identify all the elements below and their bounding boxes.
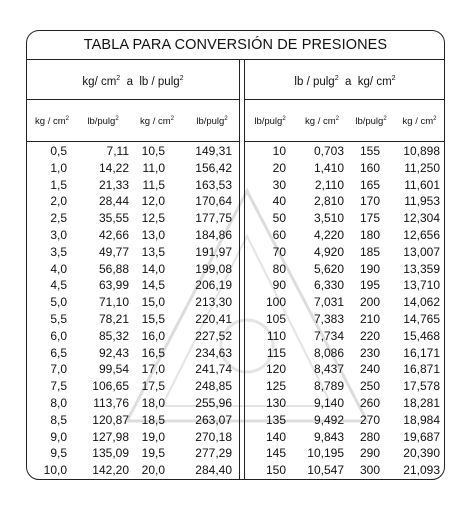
table-cell: 17,0 [141,362,165,377]
table-cell: 13,5 [141,244,165,259]
table-cell: 11,5 [142,177,165,192]
table-cell: 14,5 [141,278,165,293]
table-cell: 12,656 [403,228,440,242]
table-cell: 92,43 [98,345,129,360]
table-cell: 277,29 [195,446,232,461]
table-cell: 71,10 [98,295,129,310]
table-cell: 115 [266,345,286,360]
table-cell: 185 [359,244,380,259]
table-cell: 19,5 [141,446,165,461]
table-cell: 213,30 [195,295,232,310]
table-cell: 106,65 [92,379,129,394]
table-cell: 7,031 [313,295,344,310]
table-cell: 20 [272,160,286,175]
table-cell: 14,22 [98,160,129,175]
table-cell: 12,0 [141,194,165,209]
table-cell: 1,410 [313,160,344,175]
table-cell: 163,53 [195,177,232,192]
table-cell: 270,18 [195,429,232,444]
table-cell: 85,32 [98,328,129,343]
table-cell: 270 [359,412,380,427]
table-cell: 140 [265,429,286,444]
table-cell: 13,007 [403,244,440,259]
table-cell: 9,492 [313,412,344,427]
table-cell: 15,5 [141,312,165,326]
table-cell: 149,31 [195,144,232,158]
table-cell: 170 [359,194,380,209]
table-cell: 80 [272,261,286,276]
table-cell: 7,0 [50,362,67,377]
table-cell: 11,953 [404,194,440,209]
table-cell: 4,920 [313,244,344,259]
table-cell: 135,09 [92,446,129,461]
table-cell: 255,96 [195,396,232,410]
table-cell: 127,98 [92,429,129,444]
table-cell: 227,52 [195,328,232,343]
column-header: kg / $cm^2$ [305,116,339,128]
table-cell: 1,0 [50,160,67,175]
table-cell: 2,810 [313,194,344,209]
table-cell: 8,437 [313,362,344,377]
table-title: TABLA PARA CONVERSIÓN DE PRESIONES [27,31,444,60]
table-cell: 4,220 [313,228,344,242]
column-header: lb/pulg$^2$ [196,116,228,128]
table-cell: 7,383 [313,312,344,326]
table-cell: 42,66 [98,228,129,242]
table-cell: 90 [272,278,286,293]
table-cell: 142,20 [92,463,129,478]
table-cell: 248,85 [195,379,232,394]
table-cell: 3,510 [313,211,344,226]
table-cell: 12,5 [141,211,165,226]
table-cell: 10,0 [43,463,67,478]
table-cell: 17,5 [141,379,165,394]
table-cell: 70 [272,244,286,259]
table-cell: 18,281 [403,396,440,410]
table-cell: 8,0 [50,396,67,410]
table-cell: 16,171 [403,345,440,360]
table-cell: 150 [265,463,286,478]
column-header: kg / $cm^2$ [35,116,69,128]
table-cell: 15,468 [403,328,440,343]
table-cell: 12,304 [403,211,440,226]
table-cell: 11,0 [142,160,165,175]
table-cell: 16,0 [141,328,165,343]
table-cell: 7,11 [106,144,129,158]
header-rule-right [245,141,445,142]
table-cell: 0,5 [50,144,67,158]
table-cell: 63,99 [98,278,129,293]
table-cell: 14,0 [141,261,165,276]
table-cell: 260 [359,396,380,410]
table-cell: 9,843 [313,429,344,444]
table-cell: 18,5 [141,412,165,427]
table-cell: 145 [265,446,286,461]
table-cell: 11,601 [404,177,440,192]
table-cell: 21,093 [403,463,440,478]
table-cell: 8,086 [313,345,344,360]
table-cell: 6,330 [313,278,344,293]
table-cell: 284,40 [195,463,232,478]
table-cell: 19,687 [403,429,440,444]
table-cell: 16,871 [403,362,440,377]
table-cell: 210 [359,312,380,326]
table-cell: 263,07 [195,412,232,427]
table-cell: 8,5 [50,412,67,427]
right-heading: lb / pulg$^2$ a kg/ $cm^2$ [294,75,396,88]
table-cell: 9,140 [313,396,344,410]
table-cell: 160 [359,160,380,175]
table-cell: 220,41 [195,312,232,326]
table-cell: 190 [359,261,380,276]
table-cell: 230 [359,345,380,360]
table-cell: 14,062 [403,295,440,310]
table-cell: 10,195 [307,446,344,461]
table-cell: 241,74 [195,362,232,377]
table-cell: 130 [265,396,286,410]
table-cell: 180 [359,228,380,242]
table-cell: 177,75 [195,211,232,226]
table-cell: 300 [359,463,380,478]
column-header: lb/pulg$^2$ [87,116,119,128]
header-rule-left [27,141,239,142]
table-cell: 184,86 [195,228,232,242]
table-cell: 9,0 [50,429,67,444]
table-cell: 125 [265,379,286,394]
table-cell: 10,898 [403,144,440,158]
left-heading: kg/ $cm^2$ a lb / pulg$^2$ [82,75,184,88]
table-cell: 21,33 [98,177,129,192]
table-cell: 110 [266,328,286,343]
column-header: kg / $cm^2$ [402,116,437,128]
table-cell: 280 [359,429,380,444]
table-cell: 16,5 [141,345,165,360]
table-cell: 165 [359,177,380,192]
table-cell: 35,55 [98,211,129,226]
table-cell: 2,110 [314,177,344,192]
heading-rule-right [245,99,445,100]
table-cell: 6,0 [50,328,67,343]
conversion-table [26,30,445,480]
table-cell: 290 [359,446,380,461]
table-cell: 50 [272,211,286,226]
table-cell: 199,08 [195,261,232,276]
table-cell: 170,64 [195,194,232,209]
table-cell: 11,250 [404,160,440,175]
table-cell: 191,97 [195,244,232,259]
table-cell: 15,0 [141,295,165,310]
table-cell: 20,0 [141,463,165,478]
table-cell: 5,5 [50,312,67,326]
table-cell: 14,765 [403,312,440,326]
table-cell: 49,77 [98,244,129,259]
table-cell: 10,547 [307,463,344,478]
table-cell: 206,19 [195,278,232,293]
table-cell: 40 [272,194,286,209]
table-cell: 99,54 [98,362,129,377]
table-cell: 9,5 [50,446,67,461]
table-cell: 105 [265,312,286,326]
table-cell: 155 [359,144,380,158]
table-cell: 234,63 [195,345,232,360]
table-cell: 4,5 [50,278,67,293]
table-cell: 120,87 [92,412,129,427]
heading-rule-left [27,99,239,100]
table-cell: 19,0 [141,429,165,444]
table-cell: 30 [272,177,286,192]
table-cell: 13,359 [403,261,440,276]
table-cell: 17,578 [403,379,440,394]
table-cell: 113,76 [93,396,129,410]
table-cell: 78,21 [98,312,129,326]
table-cell: 6,5 [50,345,67,360]
table-cell: 250 [359,379,380,394]
table-cell: 0,703 [313,144,344,158]
table-cell: 10 [272,144,286,158]
table-cell: 7,5 [50,379,67,394]
table-cell: 2,0 [50,194,67,209]
table-cell: 5,0 [50,295,67,310]
table-cell: 13,710 [403,278,440,293]
table-cell: 100 [265,295,286,310]
table-cell: 5,620 [313,261,344,276]
table-cell: 8,789 [313,379,344,394]
table-cell: 135 [265,412,286,427]
table-cell: 200 [359,295,380,310]
table-cell: 28,44 [98,194,129,209]
table-cell: 175 [359,211,380,226]
table-cell: 20,390 [403,446,440,461]
table-cell: 4,0 [50,261,67,276]
table-cell: 240 [359,362,380,377]
table-cell: 3,5 [50,244,67,259]
table-cell: 220 [359,328,380,343]
column-header: lb/pulg$^2$ [254,116,286,128]
table-cell: 13,0 [141,228,165,242]
table-cell: 3,0 [50,228,67,242]
table-cell: 18,984 [403,412,440,427]
column-header: kg / $cm^2$ [140,116,174,128]
table-cell: 56,88 [98,261,129,276]
table-cell: 10,5 [141,144,165,158]
column-header: lb/pulg$^2$ [355,116,387,128]
table-cell: 1,5 [50,177,67,192]
table-cell: 7,734 [313,328,344,343]
table-cell: 156,42 [195,160,232,175]
table-cell: 18,0 [141,396,165,410]
table-cell: 2,5 [50,211,67,226]
table-cell: 120 [265,362,286,377]
table-cell: 60 [272,228,286,242]
table-cell: 195 [359,278,380,293]
